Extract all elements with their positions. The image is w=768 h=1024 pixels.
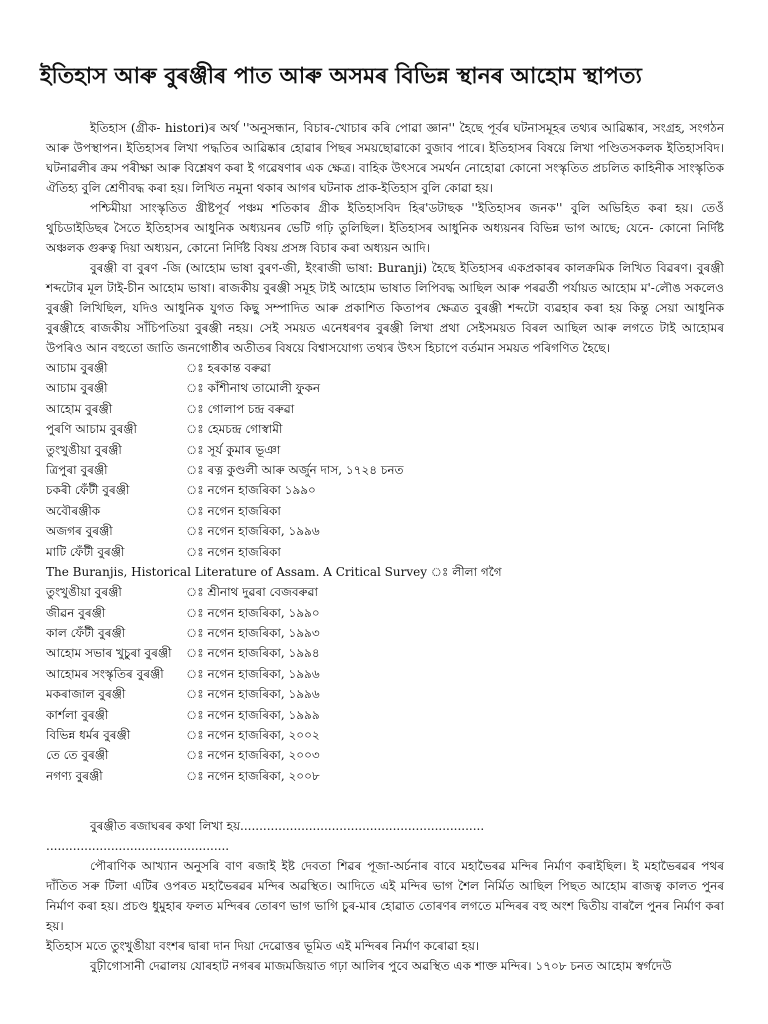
list-item	[46, 684, 724, 704]
book-author: ঃ নগেন হাজৰিকা, ১৯৯৪	[186, 646, 320, 661]
list-item	[46, 664, 724, 684]
list-item	[46, 582, 724, 602]
book-title: আহোমৰ সংস্কৃতিৰ বুৰঞ্জী	[46, 666, 164, 681]
paragraph-buranji: বুৰঞ্জী বা বুৰণ -জি (আহোম ভাষা বুৰণ-জী, ইংৰাজী ভাষা: Buranji) হৈছে ইতিহাসৰ একপ্ৰকাৰৰ কালক্ৰমিক লিখিত বিৱৰণ। বুৰঞ্জী শব্দটোৰ মূল টাই-চীন আহোম ভাষা। ৰাজকীয় বুৰঞ্জী সমূহ টাই আহোম ভাষাত লিপিবদ্ধ আছিল আৰু পৰৱৰ্তী পৰ্যায়ত আহোম ম'-লৌঙ সকলেও বুৰঞ্জী লিখিছিল, যদিও আধুনিক যুগত কিছু সম্পাদিত আৰু প্ৰকাশিত কিতাপৰ ক্ষেত্ৰত বুৰঞ্জী শব্দটো ব্যৱহাৰ কৰা হয় কিন্তু সেয়া আধুনিক বুৰঞ্জীহে ৰাজকীয় সাঁচিপতিয়া বুৰঞ্জী নহয়। সেই সময়ত এনেধৰণৰ বুৰঞ্জী লিখা প্ৰথা সেইসময়ত বিৰল আছিল আৰু লগতে টাই আহোমৰ উপৰিও আন বহুতো জাতি জনগোষ্ঠীৰ অতীতৰ বিষয়ে বিশ্বাসযোগ্য তথ্যৰ উৎস হিচাপে বৰ্তমান সময়ত পৰিগণিত হৈছে।	[46, 261, 724, 355]
list-item	[46, 542, 724, 562]
book-title: তুংখুঙীয়া বুৰঞ্জী	[46, 442, 122, 457]
list-item	[46, 480, 724, 500]
list-item	[46, 460, 724, 480]
book-author: ঃ নগেন হাজৰিকা, ১৯৯৬	[186, 524, 320, 539]
page-title: ইতিহাস আৰু বুৰঞ্জীৰ পাত আৰু অসমৰ বিভিন্ন স্থানৰ আহোম স্থাপত্য	[40, 64, 642, 89]
list-item	[46, 440, 724, 460]
dotted-line-heading: বুৰঞ্জীত ৰজাঘৰৰ কথা লিখা হয়................................................................	[90, 819, 485, 834]
book-title: বিভিন্ন ধৰ্মৰ বুৰঞ্জী	[46, 728, 131, 743]
list-item	[46, 399, 724, 419]
book-title: কাল ফেঁটী বুৰঞ্জী	[46, 626, 126, 641]
book-author: ঃ হৰকান্ত বৰুৱা	[186, 361, 271, 375]
book-author: ঃ নগেন হাজৰিকা, ১৯৯৬	[186, 687, 320, 702]
book-author: ঃ গোলাপ চন্দ্ৰ বৰুৱা	[186, 401, 295, 416]
book-title: তে তে বুৰঞ্জী	[46, 748, 109, 763]
paragraph-father-of-history: পশ্চিমীয়া সাংস্কৃতিত খ্ৰীষ্টপূৰ্ব পঞ্চম শতিকাৰ গ্ৰীক ইতিহাসবিদ হিৰ'ডটাছক ''ইতিহাসৰ জনক'' বুলি অভিহিত কৰা হয়। তেওঁ থুচিডাইডিছৰ সৈতে ইতিহাসৰ আধুনিক অধ্যয়নৰ ভেটি গঢ়ি তুলিছিল। ইতিহাসৰ আধুনিক অধ্যয়নৰ বিভিন্ন ভাগ আছে; যেনে- কোনো নিৰ্দিষ্ট অঞ্চলক গুৰুত্ব দিয়া অধ্যয়ন, কোনো নিৰ্দিষ্ট বিষয় প্ৰসঙ্গ বিচাৰ কৰা অধ্যয়ন আদি।	[46, 201, 724, 255]
book-author: ঃ নগেন হাজৰিকা	[186, 544, 281, 559]
section-spacer	[46, 786, 724, 816]
list-item	[46, 358, 724, 378]
paragraph-burhigosani: বুঢ়ীগোসানী দেৱালয় যোৰহাট নগৰৰ মাজমজিয়াত গঢ়া আলিৰ পুবে অৱস্থিত এক শাক্ত মন্দিৰ। ১৭০৮ চনত আহোম স্বৰ্গদেউ	[90, 959, 672, 974]
book-title: ত্ৰিপুৰা বুৰঞ্জী	[46, 462, 108, 477]
book-title: মকৰাজাল বুৰঞ্জী	[46, 687, 126, 702]
paragraph-history-definition: ইতিহাস (গ্ৰীক- histori)ৰ অৰ্থ ''অনুসন্ধান, বিচাৰ-খোচাৰ কৰি পোৱা জ্ঞান'' হৈছে পূৰ্বৰ ঘটনাসমূহৰ তথ্যৰ আৱিষ্কাৰ, সংগ্ৰহ, সংগঠন আৰু উপস্থাপন। ইতিহাসৰ লিখা পদ্ধতিৰ আৱিষ্কাৰ হোৱাৰ পিছৰ সময়ছোৱাকো বুজাব পাৰে। ইতিহাসৰ বিষয়ে লিখা পণ্ডিতসকলক ইতিহাসবিদ। ঘটনাৱলীৰ ক্ৰম পৰীক্ষা আৰু বিশ্লেষণ কৰা ই গৱেষণাৰ এক ক্ষেত্ৰ। বাহিক উৎসৰে সমৰ্থন নোহোৱা কোনো সংস্কৃতিত প্ৰচলিত কাহিনীক সাংস্কৃতিক ঐতিহ্য বুলি শ্ৰেণীবদ্ধ কৰা হয়। লিখিত নমুনা থকাৰ আগৰ ঘটনাক প্ৰাক-ইতিহাস বুলি কোৱা হয়।	[46, 121, 724, 195]
book-author: ঃ নগেন হাজৰিকা	[186, 503, 281, 518]
book-title: অবৌৰঞ্জীক	[46, 503, 101, 518]
book-author: ঃ হেমচন্দ্ৰ গোস্বামী	[186, 422, 283, 437]
book-author: ঃ নগেন হাজৰিকা ১৯৯০	[186, 483, 316, 498]
survey-reference: The Buranjis, Historical Literature of Assam. A Critical Survey ঃ লীলা গগৈ	[46, 564, 502, 579]
list-item	[46, 643, 724, 663]
document-body	[46, 118, 724, 976]
book-title: মাটি ফেঁটী বুৰঞ্জী	[46, 544, 125, 559]
list-item	[46, 603, 724, 623]
book-title: আহোম বুৰঞ্জী	[46, 401, 113, 416]
list-item	[46, 766, 724, 786]
book-title: তুংখুঙীয়া বুৰঞ্জী	[46, 585, 122, 600]
list-item	[46, 501, 724, 521]
book-title: আচাম বুৰঞ্জী	[46, 381, 108, 396]
book-author: ঃ নগেন হাজৰিকা, ১৯৯৯	[186, 707, 320, 722]
paragraph-mahabhairab: পৌৰাণিক আখ্যান অনুসৰি বাণ ৰজাই ইষ্ট দেবতা শিৱৰ পূজা-অৰ্চনাৰ বাবে মহাভৈৰৱ মন্দিৰ নিৰ্মাণ কৰাইছিল। ই মহাভৈৰৱৰ পথৰ দাঁতিত সৰু টিলা এটিৰ ওপৰত মহাভৈৰৱৰ মন্দিৰ অৱস্থিত। আদিতে এই মন্দিৰ ভাগ শৈল নিৰ্মিত আছিল পিছত আহোম ৰাজত্ব কালত পুনৰ নিৰ্মাণ কৰা হয়। প্ৰচণ্ড ধুমুহাৰ ফলত মন্দিৰৰ তোৰণ ভাগ ভাগি চুৰ-মাৰ হোৱাত তোৰণৰ লগতে মন্দিৰৰ বহু অংশ দ্বিতীয় বাৰলৈ পুনৰ নিৰ্মাণ কৰা হয়।	[46, 859, 724, 934]
book-author: ঃ নগেন হাজৰিকা, ১৯৯৬	[186, 666, 320, 681]
book-title: কাৰ্শলা বুৰঞ্জী	[46, 707, 109, 722]
book-author: ঃ কাঁশীনাথ তামোলী ফুকন	[186, 381, 321, 396]
book-author: ঃ নগেন হাজৰিকা, ২০০২	[186, 728, 320, 743]
book-author: ঃ শ্ৰীনাথ দুৱৰা বেজবৰুৱা	[186, 585, 319, 600]
book-author: ঃ নগেন হাজৰিকা, ১৯৯০	[186, 605, 320, 620]
book-author: ঃ নগেন হাজৰিকা, ২০০৩	[186, 748, 320, 763]
list-item	[46, 521, 724, 541]
list-item	[46, 419, 724, 439]
book-title: চকৰী ফেঁটী বুৰঞ্জী	[46, 483, 130, 498]
book-title: আচাম বুৰঞ্জী	[46, 361, 108, 375]
list-item	[46, 623, 724, 643]
dotted-line: ................................................	[46, 839, 230, 854]
book-title: জীৱন বুৰঞ্জী	[46, 605, 106, 620]
book-title: পুৰণি আচাম বুৰঞ্জী	[46, 422, 137, 437]
list-item	[46, 745, 724, 765]
book-author: ঃ নগেন হাজৰিকা, ১৯৯৩	[186, 626, 320, 641]
list-item	[46, 378, 724, 398]
book-author: ঃ ৰত্ন কুণ্ডলী আৰু অৰ্জুন দাস, ১৭২৪ চনত	[186, 462, 404, 477]
book-title: নগণ্য বুৰঞ্জী	[46, 768, 103, 783]
book-author: ঃ সূৰ্য কুমাৰ ভূঞা	[186, 442, 281, 457]
list-item	[46, 725, 724, 745]
buranji-list	[46, 358, 724, 562]
book-author: ঃ নগেন হাজৰিকা, ২০০৮	[186, 768, 320, 783]
book-title: অজগৰ বুৰঞ্জী	[46, 524, 113, 539]
book-title: আহোম সভাৰ খুচুৰা বুৰঞ্জী	[46, 646, 172, 661]
paragraph-tungkhungia: ইতিহাস মতে তুংখুঙীয়া বংশৰ দ্বাৰা দান দিয়া দেৱোত্তৰ ভূমিত এই মন্দিৰৰ নিৰ্মাণ কৰোৱা হয়।	[46, 939, 480, 954]
list-item	[46, 705, 724, 725]
buranji-list-2	[46, 582, 724, 786]
